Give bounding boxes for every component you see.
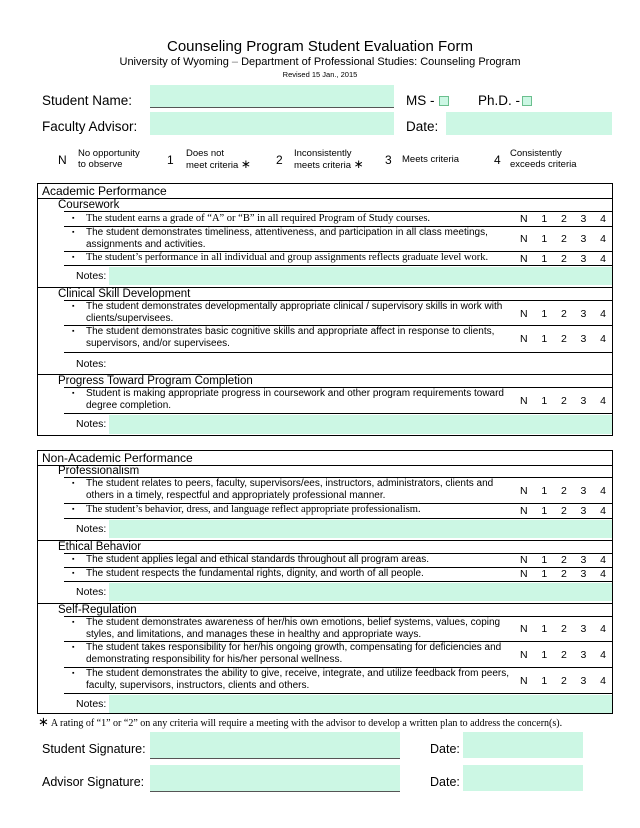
rating-options[interactable]: N 1 2 3 4 [520,505,606,517]
notes-label: Notes: [76,586,107,598]
row-divider [64,265,612,266]
notes-label: Notes: [76,418,107,430]
ms-label: MS - [406,93,435,108]
revised-date: Revised 15 Jan., 2015 [282,70,358,79]
row-divider [64,693,612,694]
row-divider [64,518,612,519]
rating-options[interactable]: N 1 2 3 4 [520,308,606,320]
rating-options[interactable]: N 1 2 3 4 [520,649,606,661]
notes-label: Notes: [76,358,107,370]
advisor-date-field[interactable] [463,765,583,791]
phd-checkbox[interactable] [522,96,532,106]
student-signature-field[interactable] [150,732,400,759]
form-subtitle [0,56,640,68]
rating-options[interactable]: N 1 2 3 4 [520,333,606,345]
university-name: University of Wyoming [119,56,229,68]
student-date-label: Date: [430,742,460,756]
faculty-advisor-label: Faculty Advisor: [42,119,138,134]
nonacademic-performance-heading: Non-Academic Performance [38,451,612,466]
subtitle-dash: – [231,56,239,68]
rating-options[interactable]: N 1 2 3 4 [520,253,606,265]
professionalism-heading: Professionalism [58,465,140,477]
scale-3-number: 3 [385,153,392,167]
advisor-signature-label: Advisor Signature: [42,775,145,789]
academic-performance-heading: Academic Performance [38,184,612,199]
self-regulation-heading: Self-Regulation [58,604,137,616]
selfreg-notes-field[interactable] [109,695,612,713]
scale-4-text: Consistently exceeds criteria [510,148,577,170]
progress-notes-field[interactable] [109,415,612,434]
clinical-skill-heading: Clinical Skill Development [58,288,191,300]
footnote: ∗ A rating of “1” or “2” on any criteria will require a meeting with the advisor to develop a written plan to address the concern(s). [38,715,563,730]
phd-label: Ph.D. - [478,93,521,108]
date-label: Date: [406,119,439,134]
date-field[interactable] [446,112,612,135]
rating-options[interactable]: N 1 2 3 4 [520,568,606,580]
scale-2-text: Inconsistently meets criteria ∗ [294,148,364,171]
scale-1-number: 1 [167,153,174,167]
row-divider [64,211,612,212]
advisor-signature-field[interactable] [150,765,400,792]
scale-3-text: Meets criteria [402,154,460,165]
scale-n-text: No opportunity to observe [78,148,140,170]
student-name-field[interactable] [150,85,394,108]
asterisk-icon: ∗ [38,715,49,730]
student-signature-label: Student Signature: [42,742,146,756]
ethical-notes-field[interactable] [109,583,612,601]
asterisk-icon: ∗ [353,157,364,171]
rating-options[interactable]: N 1 2 3 4 [520,213,606,225]
scale-2-number: 2 [276,153,283,167]
ms-checkbox[interactable] [439,96,449,106]
advisor-date-label: Date: [430,775,460,789]
rating-options[interactable]: N 1 2 3 4 [520,485,606,497]
rating-options[interactable]: N 1 2 3 4 [520,623,606,635]
rating-options[interactable]: N 1 2 3 4 [520,675,606,687]
rating-options[interactable]: N 1 2 3 4 [520,395,606,407]
department-name: Department of Professional Studies: Counseling Program [241,56,521,68]
coursework-notes-field[interactable] [109,267,612,285]
asterisk-icon: ∗ [240,157,251,171]
professionalism-notes-field[interactable] [109,520,612,538]
faculty-advisor-field[interactable] [150,112,394,135]
notes-label: Notes: [76,523,107,535]
scale-4-number: 4 [494,153,501,167]
scale-n-number: N [58,153,67,167]
ethical-behavior-heading: Ethical Behavior [58,541,142,553]
form-title: Counseling Program Student Evaluation Form [167,38,473,55]
student-date-field[interactable] [463,732,583,758]
coursework-heading: Coursework [58,199,120,211]
notes-label: Notes: [76,270,107,282]
row-divider [64,581,612,582]
progress-heading: Progress Toward Program Completion [58,375,253,387]
scale-1-text: Does not meet criteria ∗ [186,148,251,171]
row-divider [64,413,612,414]
student-name-label: Student Name: [42,93,133,108]
notes-label: Notes: [76,698,107,710]
row-divider [64,352,612,353]
rating-options[interactable]: N 1 2 3 4 [520,554,606,566]
rating-options[interactable]: N 1 2 3 4 [520,233,606,245]
